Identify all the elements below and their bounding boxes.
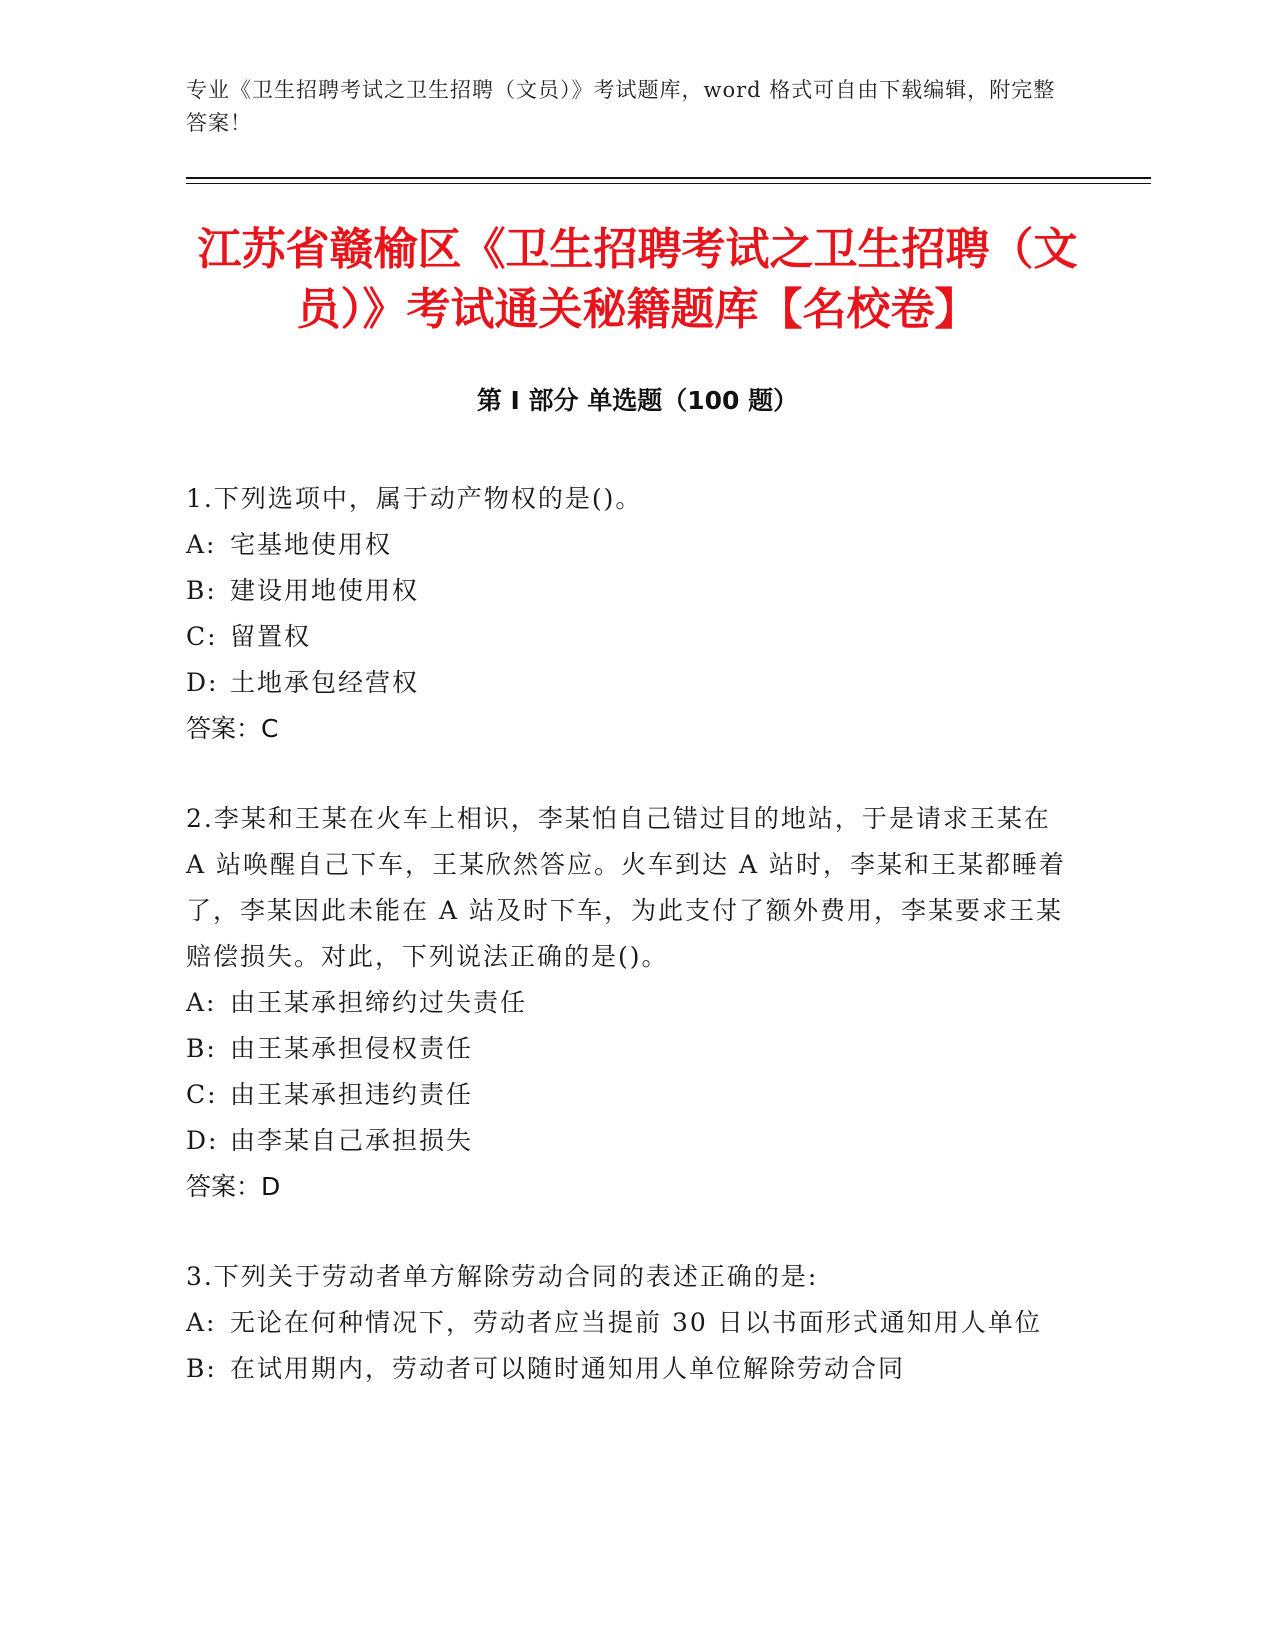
option-letter: A: (186, 1308, 217, 1337)
option-text: 无论在何种情况下，劳动者应当提前 30 日以书面形式通知用人单位 (230, 1308, 1042, 1337)
option-a (186, 1300, 1066, 1346)
section-heading: 第 I 部分 单选题（100 题） (476, 386, 799, 415)
option-text: 留置权 (230, 622, 312, 651)
document-title: 江苏省赣榆区《卫生招聘考试之卫生招聘（文员）》考试通关秘籍题库【名校卷】 (197, 224, 1078, 335)
question-stem: 3.下列关于劳动者单方解除劳动合同的表述正确的是: (186, 1262, 819, 1291)
option-a (186, 980, 1066, 1026)
option-letter: A: (186, 988, 217, 1017)
option-d (186, 660, 1066, 706)
option-c (186, 1072, 1066, 1118)
option-b (186, 568, 1066, 614)
option-text: 宅基地使用权 (230, 530, 393, 559)
question-stem: 2.李某和王某在火车上相识，李某怕自己错过目的地站，于是请求王某在 A 站唤醒自己下车，王某欣然答应。火车到达 A 站时，李某和王某都睡着了，李某因此未能在 A 站及时下车，为此支付了额外费用，李某要求王某赔偿损失。对此，下列说法正确的是()。 (186, 804, 1066, 971)
option-letter: B: (186, 1034, 217, 1063)
option-text: 由王某承担缔约过失责任 (230, 988, 528, 1017)
answer-line: 答案：D (186, 1172, 281, 1201)
question-1 (186, 476, 1066, 752)
option-b (186, 1346, 1066, 1392)
option-letter: A: (186, 530, 217, 559)
option-a (186, 522, 1066, 568)
option-text: 由王某承担违约责任 (230, 1080, 474, 1109)
answer-line: 答案：C (186, 714, 279, 743)
option-text: 在试用期内，劳动者可以随时通知用人单位解除劳动合同 (230, 1354, 906, 1383)
question-stem: 1.下列选项中，属于动产物权的是()。 (186, 484, 643, 513)
header-divider-thick (186, 177, 1151, 179)
option-text: 由王某承担侵权责任 (230, 1034, 474, 1063)
option-c (186, 614, 1066, 660)
question-2 (186, 796, 1066, 1210)
header-divider-thin (186, 183, 1151, 184)
option-text: 建设用地使用权 (230, 576, 420, 605)
option-letter: D: (186, 668, 219, 697)
question-list (186, 476, 1066, 1436)
option-letter: D: (186, 1126, 219, 1155)
header-note: 专业《卫生招聘考试之卫生招聘（文员）》考试题库，word 格式可自由下载编辑，附完整答案！ (186, 78, 1056, 135)
option-b (186, 1026, 1066, 1072)
option-text: 由李某自己承担损失 (230, 1126, 474, 1155)
question-3 (186, 1254, 1066, 1392)
option-letter: B: (186, 1354, 217, 1383)
option-text: 土地承包经营权 (230, 668, 420, 697)
option-d (186, 1118, 1066, 1164)
option-letter: B: (186, 576, 217, 605)
option-letter: C: (186, 622, 218, 651)
option-letter: C: (186, 1080, 218, 1109)
